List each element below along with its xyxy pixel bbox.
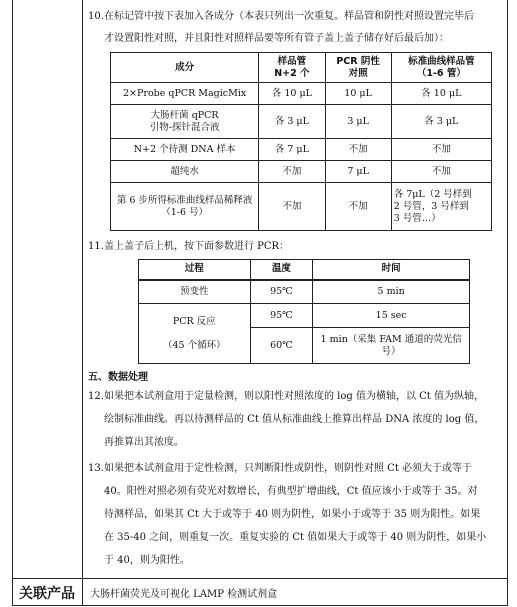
cell: 3 μL xyxy=(325,105,391,139)
cell: 不加 xyxy=(325,139,391,161)
cell: 60℃ xyxy=(250,328,313,364)
cell: 不加 xyxy=(259,161,325,183)
cell: 7 μL xyxy=(325,161,391,183)
step10-line2: 才设置阳性对照，并且阳性对照样品要等所有管子盖上盖子储存好后最后加）： xyxy=(104,33,449,44)
cell: 2×Probe qPCR MagicMix xyxy=(111,83,259,105)
cell: 15 sec xyxy=(313,304,470,328)
step13-line: 在 35-40 之间，则重复一次。重复实验的 Ct 值如果大于或等于 40 则为阴性，如果小 xyxy=(104,532,487,543)
cell: 各 3 μL xyxy=(391,105,491,139)
cell: 不加 xyxy=(325,183,391,231)
cell: 95℃ xyxy=(250,304,313,328)
cell: 不加 xyxy=(391,139,491,161)
time-b-line1: 1 min（采集 FAM 通道的荧光信 xyxy=(320,333,462,345)
cell xyxy=(139,304,251,364)
header-sample-tube: 样品管 N+2 个 xyxy=(259,53,325,83)
cell: 预变性 xyxy=(139,280,251,304)
step13-number: 13. xyxy=(88,463,104,474)
cell: 各 3 μL xyxy=(259,105,325,139)
step11-number: 11. xyxy=(88,241,104,252)
reagent-table xyxy=(110,52,492,231)
pcr-program-table xyxy=(138,259,470,364)
cell: 5 min xyxy=(313,280,470,304)
pcr-table-header xyxy=(139,260,470,280)
step12-line: 如果把本试剂盒用于定量检测，则以阳性对照浓度的 log 值为横轴，以 Ct 值为纵轴， xyxy=(104,391,485,402)
section-title: 五、数据处理 xyxy=(88,372,148,383)
related-products-row xyxy=(12,578,508,606)
cell: 各 10 μL xyxy=(259,83,325,105)
step12-line: 绘制标准曲线。再以待测样品的 Ct 值从标准曲线上推算出样品 DNA 浓度的 log 值， xyxy=(104,414,485,425)
cell: 10 μL xyxy=(325,83,391,105)
step13-line: 待测样品，如果其 Ct 大于或等于 40 则为阴性，如果小于或等于 35 则为阳性。如果 xyxy=(104,509,481,520)
cell xyxy=(313,328,470,364)
cell: 95℃ xyxy=(250,280,313,304)
reagent-table-header xyxy=(111,53,492,83)
time-b-line2: 号） xyxy=(381,345,401,357)
cell: 第 6 步所得标准曲线样品稀释液 （1-6 号） xyxy=(111,183,259,231)
step12-line: 再推算出其浓度。 xyxy=(104,437,184,448)
pcr-process-label: PCR 反应 xyxy=(172,315,216,327)
step13-line: 于 40，则为阳性。 xyxy=(104,555,190,566)
cell: 各 7μL（2 号样到 2 号管，3 号样到 3 号管…） xyxy=(391,183,491,231)
cell: 超纯水 xyxy=(111,161,259,183)
step10-line1: 在标记管中按下表加入各成分（本表只列出一次重复。样品管和阴性对照设置完毕后 xyxy=(104,11,474,22)
step13-line: 40。阳性对照必须有荧光对数增长，有典型扩增曲线，Ct 值应该小于或等于 35。对 xyxy=(104,486,478,497)
step13-line: 如果把本试剂盒用于定性检测，只判断阳性或阴性，则阴性对照 Ct 必须大于或等于 xyxy=(104,463,473,474)
table-row xyxy=(111,83,492,105)
cell: N+2 个待测 DNA 样本 xyxy=(111,139,259,161)
cell: 大肠杆菌 qPCR 引物-探针混合液 xyxy=(111,105,259,139)
table-row xyxy=(111,105,492,139)
table-row xyxy=(139,304,470,328)
cell: 不加 xyxy=(391,161,491,183)
cell: 各 10 μL xyxy=(391,83,491,105)
table-row xyxy=(111,139,492,161)
header-time: 时间 xyxy=(313,260,470,280)
cell: 各 7 μL xyxy=(259,139,325,161)
related-product-link[interactable]: 大肠杆菌荧光及可视化 LAMP 检测试剂盒 xyxy=(90,589,278,600)
header-negative-control: PCR 阴性 对照 xyxy=(325,53,391,83)
left-label-column xyxy=(12,0,83,578)
step12-number: 12. xyxy=(88,391,104,402)
table-row xyxy=(111,161,492,183)
cell: 不加 xyxy=(259,183,325,231)
table-row xyxy=(139,280,470,304)
related-products-label: 关联产品 xyxy=(12,579,83,606)
pcr-cycles-label: （45 个循环） xyxy=(162,339,226,351)
header-process: 过程 xyxy=(139,260,251,280)
step10-number: 10. xyxy=(88,11,104,22)
step11-text: 盖上盖子后上机，按下面参数进行 PCR： xyxy=(104,241,290,252)
header-component: 成分 xyxy=(111,53,259,83)
header-temperature: 温度 xyxy=(250,260,313,280)
table-row xyxy=(111,183,492,231)
header-standard-curve: 标准曲线样品管 （1-6 管） xyxy=(391,53,491,83)
